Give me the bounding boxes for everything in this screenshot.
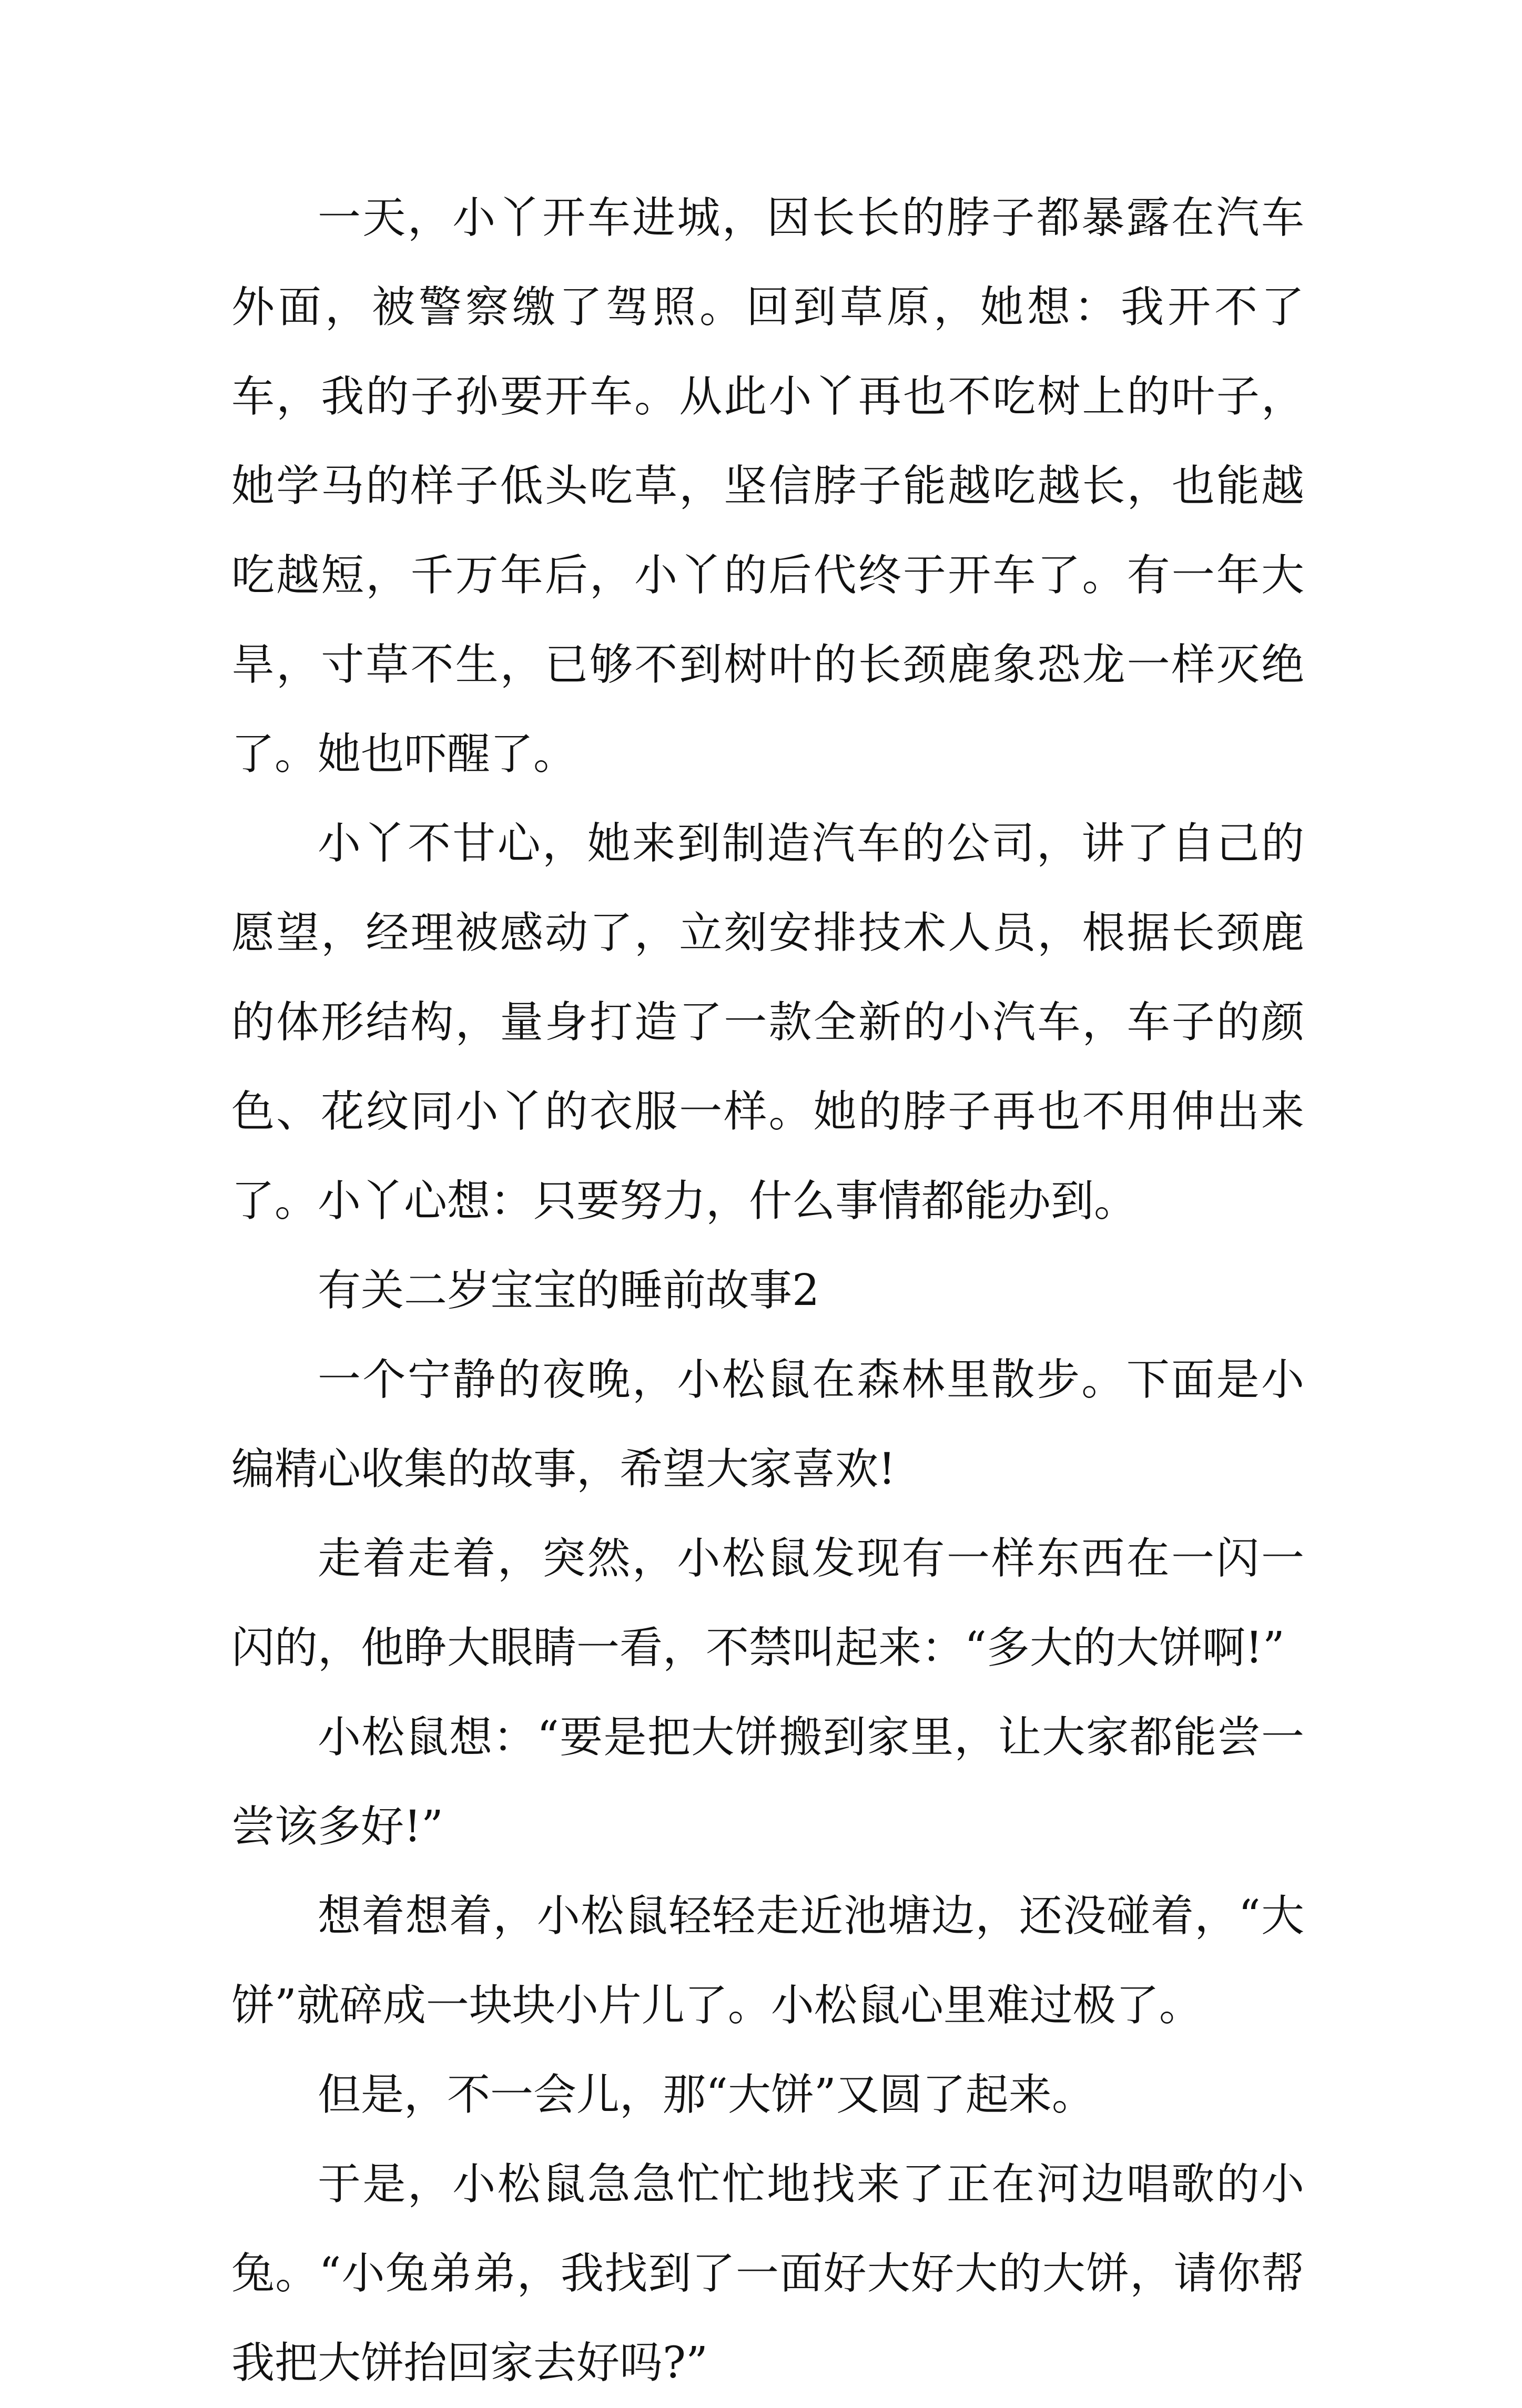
paragraph: 一个宁静的夜晚，小松鼠在森林里散步。下面是小编精心收集的故事，希望大家喜欢! bbox=[231, 1355, 1304, 1494]
paragraph: 小丫不甘心，她来到制造汽车的公司，讲了自己的愿望，经理被感动了，立刻安排技术人员，根据长颈鹿的体形结构，量身打造了一款全新的小汽车，车子的颜色、花纹同小丫的衣服一样。她的脖子再也不用伸出来了。小丫心想：只要努力，什么事情都能办到。 bbox=[231, 819, 1304, 1226]
paragraph: 走着走着，突然，小松鼠发现有一样东西在一闪一闪的，他睁大眼睛一看，不禁叫起来：“多大的大饼啊!” bbox=[231, 1534, 1304, 1673]
paragraph: 小松鼠想：“要是把大饼搬到家里，让大家都能尝一尝该多好!” bbox=[231, 1712, 1304, 1852]
paragraph: 于是，小松鼠急急忙忙地找来了正在河边唱歌的小兔。“小兔弟弟，我找到了一面好大好大的大饼，请你帮我把大饼抬回家去好吗?” bbox=[231, 2159, 1304, 2388]
paragraph: 一天，小丫开车进城，因长长的脖子都暴露在汽车外面，被警察缴了驾照。回到草原，她想：我开不了车，我的子孙要开车。从此小丫再也不吃树上的叶子，她学马的样子低头吃草，坚信脖子能越吃越长，也能越吃越短，千万年后，小丫的后代终于开车了。有一年大旱，寸草不生，已够不到树叶的长颈鹿象恐龙一样灭绝了。她也吓醒了。 bbox=[231, 193, 1304, 779]
paragraph: 想着想着，小松鼠轻轻走近池塘边，还没碰着，“大饼”就碎成一块块小片儿了。小松鼠心里难过极了。 bbox=[231, 1891, 1304, 2031]
paragraph: 但是，不一会儿，那“大饼”又圆了起来。 bbox=[318, 2070, 1095, 2120]
document-body bbox=[231, 174, 1304, 2408]
section-heading: 有关二岁宝宝的睡前故事2 bbox=[318, 1266, 820, 1315]
